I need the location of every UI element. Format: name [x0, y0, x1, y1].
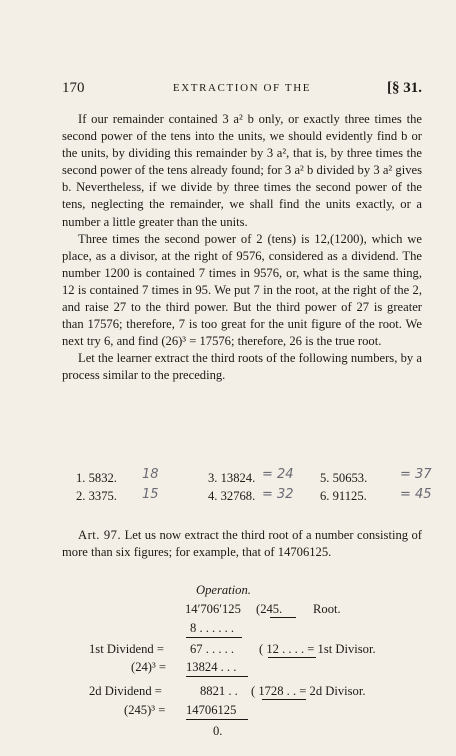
handwritten-answer: = 37 [400, 467, 432, 482]
operation-heading: Operation. [196, 583, 251, 597]
first-subtraction: 8 . . . . . . [190, 621, 235, 635]
divisor1: ( 12 . . . . = 1st Divisor. [259, 642, 376, 656]
exercise-item: 4. 32768. [208, 489, 256, 503]
subtraction-rule [186, 719, 248, 720]
page-number: 170 [62, 80, 85, 96]
divisor2-underline [262, 699, 306, 700]
dividend1-label: 1st Dividend = [89, 642, 164, 656]
article-label: Art. 97. [78, 528, 122, 542]
handwritten-answer: 18 [142, 467, 159, 482]
exercise-item: 6. 91125. [320, 489, 367, 503]
root-label: Root. [313, 602, 341, 616]
exercise-item: 2. 3375. [76, 489, 117, 503]
section-marker: [§ 31. [387, 80, 422, 96]
handwritten-answer: = 45 [400, 487, 432, 502]
article-text: Let us now extract the third root of a number consisting of more than six figures; for example, that of 14706125. [62, 528, 422, 560]
paragraph: If our remainder contained 3 a² b only, or exactly three times the second power of the tens into the units, we should evidently find b or the units, by dividing this remainder by 3 a², that is, by three times the second power of the tens already found; for 3 a² b divided by 3 a² gives b. Nevertheless, if we divide by three times the second power of the tens, neglecting the remainder, we shall find the units exactly, or a number a little greater than the units. [62, 112, 422, 229]
operation-number: 14′706′125 [185, 602, 241, 616]
operation-root: (245. [256, 602, 283, 616]
subtraction-rule [186, 676, 248, 677]
subtraction-rule [186, 637, 242, 638]
paragraph: Let the learner extract the third roots of the following numbers, by a process similar to the preceding. [62, 351, 422, 383]
page-header [62, 80, 422, 100]
handwritten-answer: 15 [142, 487, 159, 502]
exercise-item: 1. 5832. [76, 471, 117, 485]
exercise-item: 5. 50653. [320, 471, 368, 485]
power2-label: (245)³ = [124, 703, 166, 717]
divisor2: ( 1728 . . = 2d Divisor. [251, 684, 366, 698]
power1-label: (24)³ = [131, 660, 167, 674]
dividend2-label: 2d Dividend = [89, 684, 162, 698]
power2-value: 14706125 [186, 703, 237, 717]
paragraph: Three times the second power of 2 (tens) is 12,(1200), which we place, as a divisor, at the right of 9576, considered as a dividend. The number 1200 is contained 7 times in 9576, or, what is the same thing, 12 is contained 7 times in 95. We put 7 in the root, at the right of the 2, and raise 27 to the third power. But the third power of 27 is greater than 17576; therefore, 7 is too great for the unit figure of the root. We next try 6, and find (26)³ = 17576; therefore, 26 is the true root. [62, 231, 422, 349]
divisor1-underline [268, 657, 316, 658]
article [62, 527, 422, 561]
body-text [62, 111, 422, 385]
exercise-item: 3. 13824. [208, 471, 256, 485]
running-title: EXTRACTION OF THE [172, 82, 312, 94]
root-underline [270, 617, 296, 618]
power1-value: 13824 . . . [186, 660, 237, 674]
handwritten-answer: = 24 [262, 467, 294, 482]
dividend1-value: 67 . . . . . [190, 642, 235, 656]
handwritten-answer: = 32 [262, 487, 294, 502]
remainder: 0. [213, 724, 223, 738]
dividend2-value: 8821 . . [200, 684, 238, 698]
